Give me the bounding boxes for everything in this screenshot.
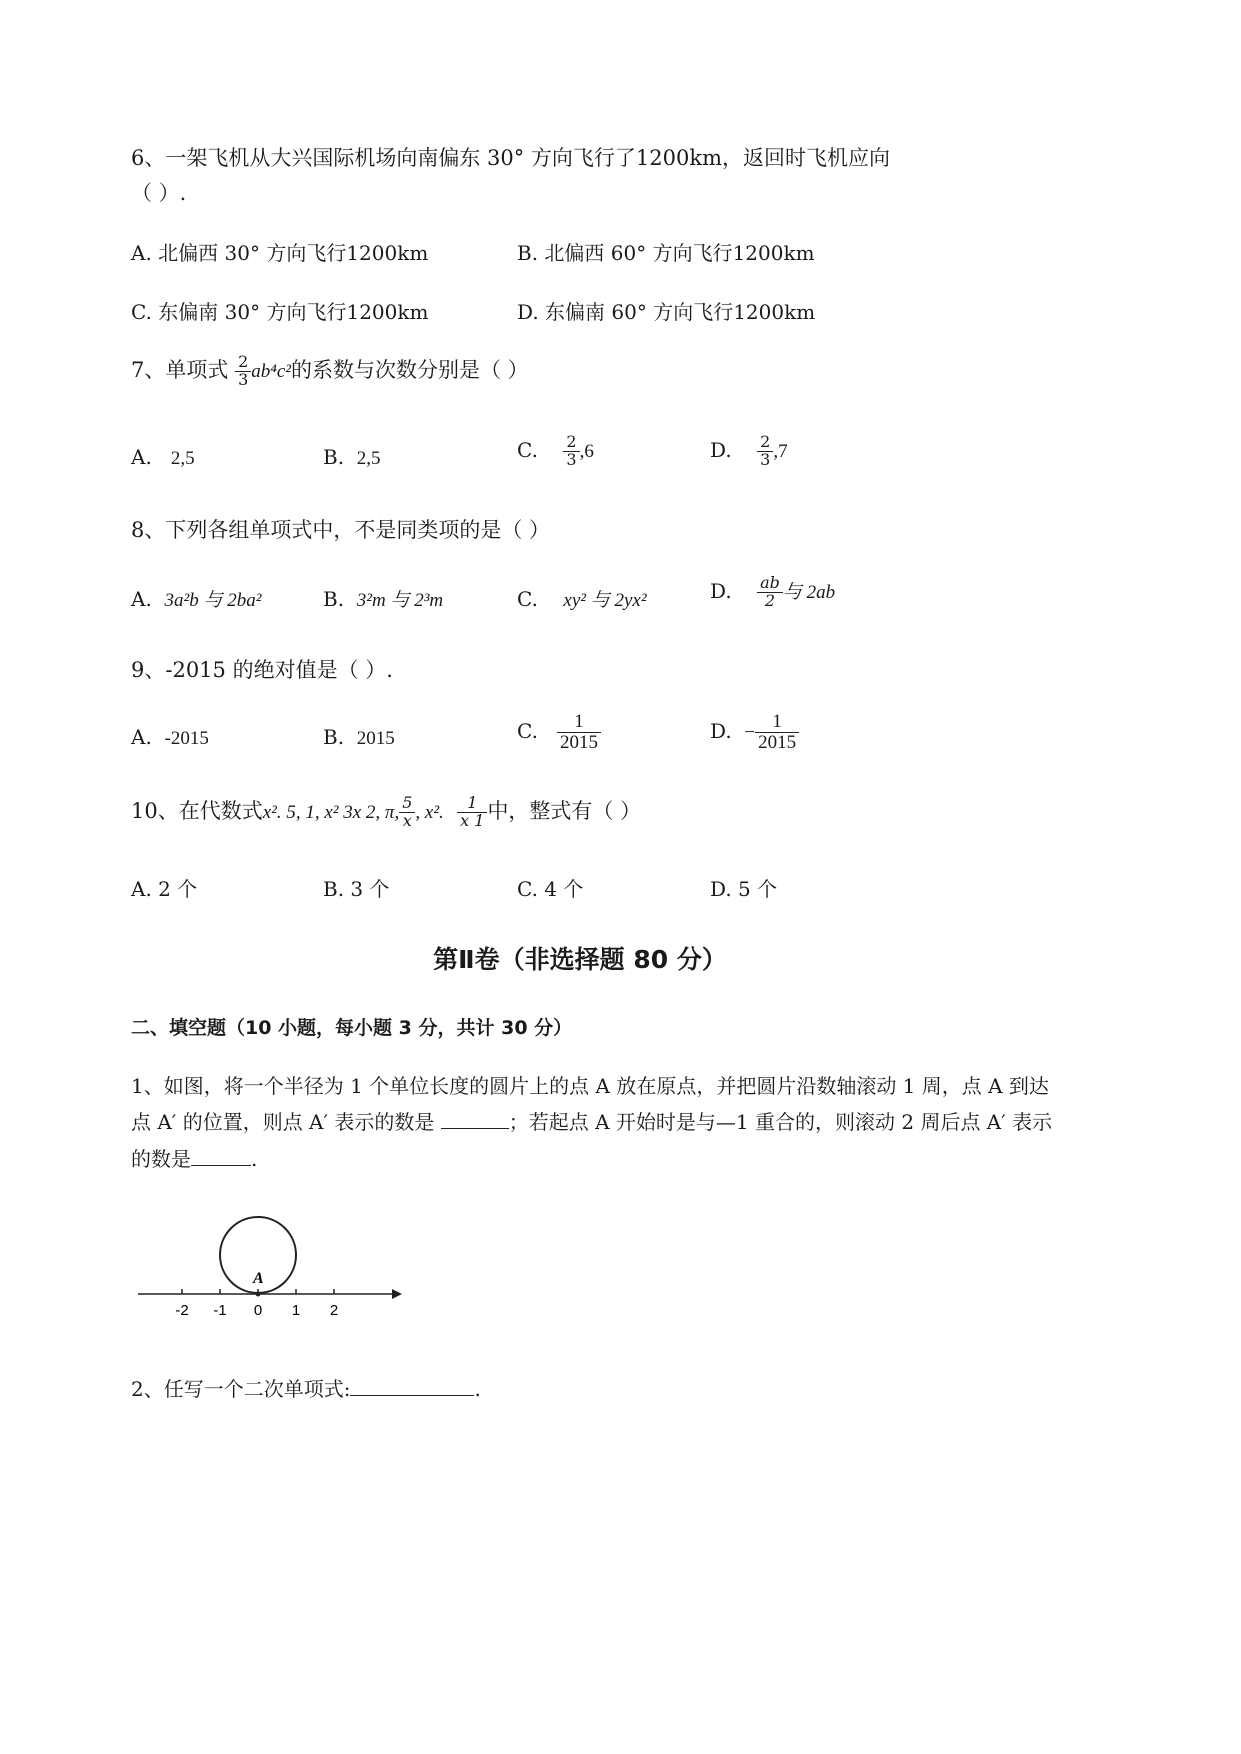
section-heading: 二、填空题（10 小题，每小题 3 分，共计 30 分） bbox=[131, 1017, 573, 1039]
fill1-blank-1[interactable] bbox=[441, 1108, 509, 1129]
q10-option-a: A. 2 个 bbox=[131, 877, 198, 901]
q7-suffix: 的系数与次数分别是（ ） bbox=[291, 358, 529, 382]
tick-label: 0 bbox=[253, 1302, 263, 1319]
axis-arrow bbox=[392, 1289, 402, 1299]
q9-stem: 9、-2015 的绝对值是（ ）. bbox=[131, 658, 393, 682]
q6-option-d: D. 东偏南 60° 方向飞行1200km bbox=[517, 300, 816, 324]
tick-label: 1 bbox=[291, 1302, 301, 1319]
q6-option-b: B. 北偏西 60° 方向飞行1200km bbox=[517, 241, 815, 265]
q10-expr-1: x². 5, 1, x² 3x 2, π, bbox=[262, 802, 400, 823]
tick-label: -1 bbox=[213, 1302, 227, 1319]
tick-label: -2 bbox=[175, 1302, 189, 1319]
q7-option-d: D. $\frac{2}{3}$ ,7 bbox=[710, 432, 788, 469]
q9-option-b: B. 2015 bbox=[323, 725, 395, 749]
q10-option-d: D. 5 个 bbox=[710, 877, 778, 901]
q7-coefficient-fraction: $\frac{2}{3}$ bbox=[235, 354, 251, 389]
q10-prefix: 10、在代数式 bbox=[131, 799, 263, 823]
q10-fraction-1: $\frac{5}{x}$ bbox=[399, 795, 415, 830]
fill1-line3: 的数是 . bbox=[131, 1147, 258, 1171]
q7-prefix: 7、单项式 bbox=[131, 358, 229, 382]
q6-option-a: A. 北偏西 30° 方向飞行1200km bbox=[131, 241, 429, 265]
q8-option-c: C. xy² 与 2yx² bbox=[517, 587, 647, 611]
fill1-line1: 1、如图，将一个半径为 1 个单位长度的圆片上的点 A 放在原点，并把圆片沿数轴滚动 1 周，点 A 到达 bbox=[131, 1074, 1049, 1098]
section-title: 第Ⅱ卷（非选择题 80 分） bbox=[433, 945, 727, 974]
q8-stem: 8、下列各组单项式中，不是同类项的是（ ） bbox=[131, 518, 551, 542]
q7-stem bbox=[131, 354, 529, 389]
q6-stem: 6、一架飞机从大兴国际机场向南偏东 30° 方向飞行了1200km，返回时飞机应向 bbox=[131, 146, 891, 170]
q9-option-a: A. -2015 bbox=[131, 725, 209, 749]
q6-option-c: C. 东偏南 30° 方向飞行1200km bbox=[131, 300, 429, 324]
q10-option-c: C. 4 个 bbox=[517, 877, 584, 901]
fill2-question: 2、任写一个二次单项式: . bbox=[131, 1377, 481, 1401]
q6-answer-paren: （ ）. bbox=[131, 181, 187, 205]
tick-label: 2 bbox=[329, 1302, 339, 1319]
point-a-dot bbox=[256, 1292, 261, 1297]
q8-option-a: A. 3a²b 与 2ba² bbox=[131, 587, 262, 611]
q9-option-d: D. − $\frac{1}{2015}$ bbox=[710, 712, 799, 753]
point-a-label: A bbox=[253, 1270, 264, 1287]
q10-fraction-2: $\frac{1}{x 1}$ bbox=[457, 795, 487, 830]
q7-option-b: B. 2,5 bbox=[323, 445, 381, 469]
q7-option-a: A. 2,5 bbox=[131, 445, 195, 469]
fill1-line2: 点 A′ 的位置，则点 A′ 表示的数是 ；若起点 A 开始时是与—1 重合的，则滚动 2 周后点 A′ 表示 bbox=[131, 1110, 1053, 1134]
q8-option-d: D. $\frac{ab}{2}$ 与 2ab bbox=[710, 573, 836, 610]
fill2-blank[interactable] bbox=[350, 1375, 474, 1396]
q7-option-c: C. $\frac{2}{3}$ ,6 bbox=[517, 432, 594, 469]
q10-stem bbox=[131, 795, 641, 830]
q7-monomial: ab⁴c² bbox=[251, 361, 291, 382]
q10-option-b: B. 3 个 bbox=[323, 877, 390, 901]
fill1-blank-2[interactable] bbox=[191, 1145, 251, 1166]
q10-suffix: 中，整式有（ ） bbox=[487, 799, 642, 823]
q10-expr-2: , x². bbox=[415, 802, 444, 823]
q8-option-b: B. 3²m 与 2³m bbox=[323, 587, 444, 611]
q9-option-c: C. $\frac{1}{2015}$ bbox=[517, 712, 601, 753]
number-line-figure bbox=[130, 1205, 410, 1325]
